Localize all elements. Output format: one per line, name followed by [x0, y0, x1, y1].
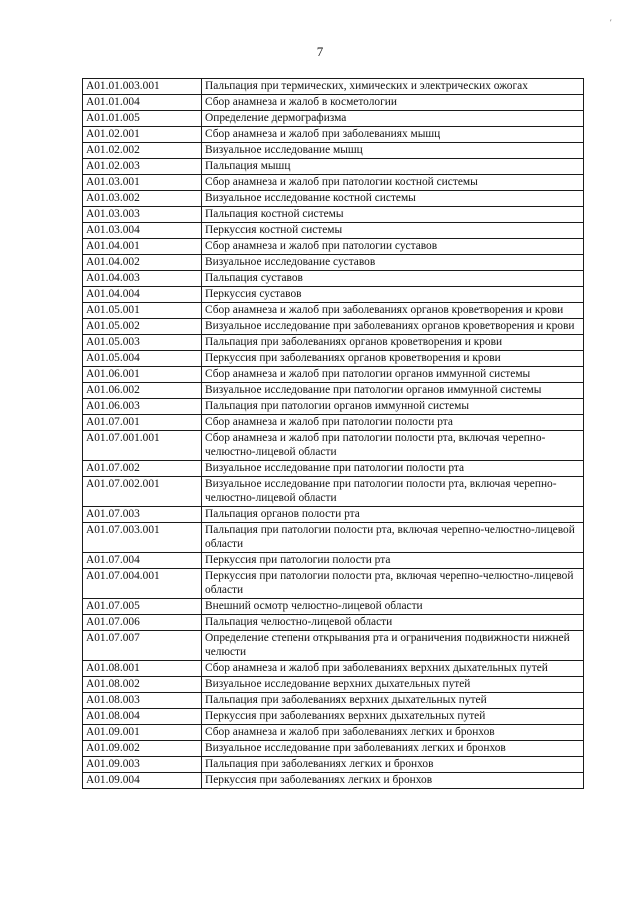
table-row — [83, 207, 584, 223]
procedure-code-cell: A01.07.006 — [83, 615, 202, 631]
procedure-name-cell: Пальпация при термических, химических и электрических ожогах — [202, 79, 584, 95]
table-row — [83, 239, 584, 255]
procedure-code-cell: A01.08.002 — [83, 677, 202, 693]
table-row — [83, 143, 584, 159]
procedure-code-cell: A01.01.005 — [83, 111, 202, 127]
table-row — [83, 159, 584, 175]
procedure-name-cell: Сбор анамнеза и жалоб при патологии полости рта — [202, 415, 584, 431]
procedure-code-cell: A01.02.003 — [83, 159, 202, 175]
procedure-name-cell: Определение степени открывания рта и ограничения подвижности нижней челюсти — [202, 631, 584, 661]
procedure-name-cell: Сбор анамнеза и жалоб при патологии суставов — [202, 239, 584, 255]
procedure-name-cell: Пальпация органов полости рта — [202, 507, 584, 523]
procedure-code-cell: A01.06.002 — [83, 383, 202, 399]
procedure-code-cell: A01.07.001 — [83, 415, 202, 431]
procedure-code-cell: A01.07.004.001 — [83, 569, 202, 599]
procedure-code-cell: A01.04.004 — [83, 287, 202, 303]
table-row — [83, 367, 584, 383]
procedure-name-cell: Сбор анамнеза и жалоб при патологии органов иммунной системы — [202, 367, 584, 383]
procedure-name-cell: Перкуссия при заболеваниях органов кроветворения и крови — [202, 351, 584, 367]
procedure-name-cell: Пальпация при патологии органов иммунной системы — [202, 399, 584, 415]
procedure-name-cell: Сбор анамнеза и жалоб при заболеваниях верхних дыхательных путей — [202, 661, 584, 677]
procedure-code-cell: A01.09.001 — [83, 725, 202, 741]
procedure-name-cell: Визуальное исследование суставов — [202, 255, 584, 271]
procedure-name-cell: Перкуссия при патологии полости рта, включая черепно-челюстно-лицевой области — [202, 569, 584, 599]
procedure-code-cell: A01.06.003 — [83, 399, 202, 415]
table-row — [83, 255, 584, 271]
procedure-code-cell: A01.07.002.001 — [83, 477, 202, 507]
procedure-name-cell: Визуальное исследование при патологии полости рта, включая черепно-челюстно-лицевой области — [202, 477, 584, 507]
procedure-code-cell: A01.02.001 — [83, 127, 202, 143]
table-row — [83, 615, 584, 631]
procedure-name-cell: Пальпация костной системы — [202, 207, 584, 223]
procedure-code-cell: A01.05.001 — [83, 303, 202, 319]
procedure-name-cell: Сбор анамнеза и жалоб при заболеваниях мышц — [202, 127, 584, 143]
table-row — [83, 709, 584, 725]
table-row — [83, 191, 584, 207]
table-row — [83, 111, 584, 127]
scan-mark: ′ — [610, 18, 612, 27]
table-row — [83, 569, 584, 599]
procedure-code-cell: A01.07.003 — [83, 507, 202, 523]
procedure-code-cell: A01.03.002 — [83, 191, 202, 207]
procedure-code-cell: A01.07.005 — [83, 599, 202, 615]
table-row — [83, 725, 584, 741]
procedure-code-cell: A01.07.001.001 — [83, 431, 202, 461]
procedure-code-cell: A01.01.004 — [83, 95, 202, 111]
procedure-name-cell: Визуальное исследование мышц — [202, 143, 584, 159]
procedure-code-cell: A01.03.001 — [83, 175, 202, 191]
procedure-name-cell: Перкуссия при заболеваниях верхних дыхательных путей — [202, 709, 584, 725]
procedure-name-cell: Пальпация челюстно-лицевой области — [202, 615, 584, 631]
procedure-name-cell: Сбор анамнеза и жалоб при заболеваниях легких и бронхов — [202, 725, 584, 741]
procedure-name-cell: Сбор анамнеза и жалоб при патологии костной системы — [202, 175, 584, 191]
procedure-code-cell: A01.06.001 — [83, 367, 202, 383]
table-row — [83, 223, 584, 239]
table-row — [83, 693, 584, 709]
table-row — [83, 319, 584, 335]
procedure-code-cell: A01.09.002 — [83, 741, 202, 757]
procedures-table — [82, 78, 584, 789]
procedure-name-cell: Сбор анамнеза и жалоб при заболеваниях органов кроветворения и крови — [202, 303, 584, 319]
procedure-code-cell: A01.07.007 — [83, 631, 202, 661]
procedure-name-cell: Перкуссия при патологии полости рта — [202, 553, 584, 569]
table-row — [83, 661, 584, 677]
table-row — [83, 757, 584, 773]
table-row — [83, 677, 584, 693]
procedure-name-cell: Визуальное исследование при патологии полости рта — [202, 461, 584, 477]
procedure-name-cell: Определение дермографизма — [202, 111, 584, 127]
table-row — [83, 287, 584, 303]
table-row — [83, 175, 584, 191]
procedure-code-cell: A01.07.004 — [83, 553, 202, 569]
procedure-code-cell: A01.01.003.001 — [83, 79, 202, 95]
procedure-name-cell: Пальпация при заболеваниях верхних дыхательных путей — [202, 693, 584, 709]
procedure-name-cell: Визуальное исследование при заболеваниях легких и бронхов — [202, 741, 584, 757]
procedure-code-cell: A01.05.002 — [83, 319, 202, 335]
procedure-name-cell: Перкуссия суставов — [202, 287, 584, 303]
procedure-name-cell: Визуальное исследование при заболеваниях органов кроветворения и крови — [202, 319, 584, 335]
procedure-name-cell: Пальпация при заболеваниях органов кроветворения и крови — [202, 335, 584, 351]
procedure-code-cell: A01.09.004 — [83, 773, 202, 789]
table-row — [83, 773, 584, 789]
table-row — [83, 399, 584, 415]
procedure-code-cell: A01.05.003 — [83, 335, 202, 351]
procedure-code-cell: A01.08.003 — [83, 693, 202, 709]
table-row — [83, 351, 584, 367]
table-row — [83, 415, 584, 431]
table-row — [83, 95, 584, 111]
procedure-name-cell: Пальпация при заболеваниях легких и бронхов — [202, 757, 584, 773]
table-row — [83, 79, 584, 95]
table-row — [83, 507, 584, 523]
procedure-code-cell: A01.09.003 — [83, 757, 202, 773]
procedure-code-cell: A01.08.001 — [83, 661, 202, 677]
procedure-code-cell: A01.04.002 — [83, 255, 202, 271]
procedure-name-cell: Сбор анамнеза и жалоб в косметологии — [202, 95, 584, 111]
table-row — [83, 461, 584, 477]
table-row — [83, 741, 584, 757]
table-row — [83, 477, 584, 507]
procedure-name-cell: Перкуссия при заболеваниях легких и бронхов — [202, 773, 584, 789]
table-row — [83, 523, 584, 553]
procedure-name-cell: Пальпация мышц — [202, 159, 584, 175]
procedure-code-cell: A01.07.003.001 — [83, 523, 202, 553]
procedure-code-cell: A01.04.001 — [83, 239, 202, 255]
procedures-table-body — [83, 79, 584, 789]
procedure-code-cell: A01.02.002 — [83, 143, 202, 159]
procedure-code-cell: A01.05.004 — [83, 351, 202, 367]
procedure-code-cell: A01.03.003 — [83, 207, 202, 223]
page-number: 7 — [316, 44, 324, 59]
procedure-code-cell: A01.07.002 — [83, 461, 202, 477]
procedure-name-cell: Визуальное исследование при патологии органов иммунной системы — [202, 383, 584, 399]
table-row — [83, 431, 584, 461]
table-row — [83, 631, 584, 661]
table-row — [83, 599, 584, 615]
table-row — [83, 553, 584, 569]
procedure-code-cell: A01.04.003 — [83, 271, 202, 287]
table-row — [83, 335, 584, 351]
procedure-name-cell: Перкуссия костной системы — [202, 223, 584, 239]
table-row — [83, 271, 584, 287]
procedure-code-cell: A01.03.004 — [83, 223, 202, 239]
table-row — [83, 303, 584, 319]
procedure-name-cell: Пальпация при патологии полости рта, включая черепно-челюстно-лицевой области — [202, 523, 584, 553]
table-row — [83, 383, 584, 399]
procedure-name-cell: Визуальное исследование верхних дыхательных путей — [202, 677, 584, 693]
procedure-name-cell: Визуальное исследование костной системы — [202, 191, 584, 207]
procedure-name-cell: Внешний осмотр челюстно-лицевой области — [202, 599, 584, 615]
procedure-name-cell: Пальпация суставов — [202, 271, 584, 287]
procedure-code-cell: A01.08.004 — [83, 709, 202, 725]
table-row — [83, 127, 584, 143]
procedure-name-cell: Сбор анамнеза и жалоб при патологии полости рта, включая черепно-челюстно-лицевой области — [202, 431, 584, 461]
